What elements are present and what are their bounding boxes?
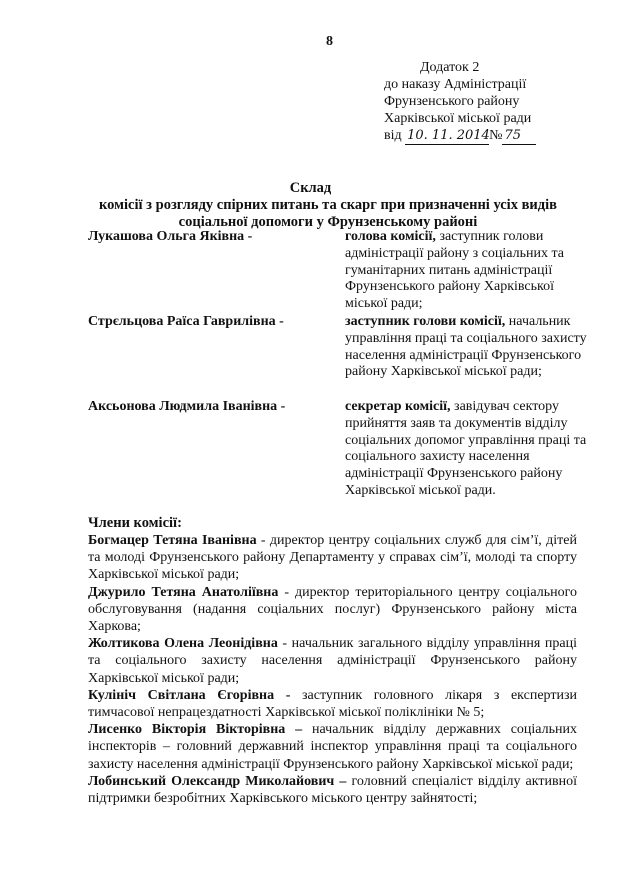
- commission-deputy-chair: [88, 314, 588, 400]
- appendix-date-line: [384, 127, 536, 145]
- person-role: [345, 399, 588, 500]
- member-name: Лисенко Вікторія Вікторівна –: [88, 722, 303, 738]
- role-description: завідувач сектору прийняття заяв та документів відділу соціальних допомог управління праці та соціального захисту населення адміністрації Фрунзенського району Харківської міської ради.: [345, 399, 587, 498]
- member-entry: [88, 584, 577, 636]
- appendix-line: до наказу Адміністрації: [384, 77, 527, 92]
- member-entry: [88, 532, 577, 584]
- members-heading: Члени комісії:: [88, 515, 182, 531]
- document-subtitle: комісії з розгляду спірних питань та скарг при призначенні усіх видів: [99, 197, 557, 213]
- role-title: голова комісії,: [345, 229, 436, 244]
- person-role: [345, 314, 588, 381]
- member-name: Жолтикова Олена Леонідівна: [88, 636, 278, 652]
- member-name: Лобинський Олександр Миколайович –: [88, 773, 347, 789]
- role-title: заступник голови комісії,: [345, 314, 506, 329]
- role-description: заступник голови адміністрації району з соціальних та гуманітарних питань адміністрації Фрунзенського району Харківської міської ради;: [345, 229, 564, 312]
- member-entry: [88, 687, 577, 721]
- date-prefix: від: [384, 128, 402, 143]
- member-name: Джурило Тетяна Анатоліївна: [88, 584, 279, 600]
- member-description: головний спеціаліст відділу активної підтримки безробітних Харківського міського центру зайнятості;: [88, 773, 577, 807]
- appendix-block: [384, 59, 536, 145]
- handwritten-number: 75: [502, 127, 536, 145]
- person-name: Аксьонова Людмила Іванівна -: [88, 399, 286, 414]
- appendix-title: Додаток 2: [420, 60, 480, 75]
- member-description: - директор територіального центру соціального обслуговування (надання соціальних послуг) Фрунзенського району міста Харкова;: [88, 584, 577, 635]
- role-title: секретар комісії,: [345, 399, 451, 414]
- document-subtitle: соціальної допомоги у Фрунзенському районі: [178, 214, 478, 230]
- commission-secretary: [88, 399, 588, 517]
- members-list: [88, 532, 577, 807]
- person-name: Стрєльцова Раїса Гаврилівна -: [88, 314, 284, 329]
- member-description: - директор центру соціальних служб для сім’ї, дітей та молоді Фрунзенського району Департаменту у справах сім’ї, молоді та спорту Харківської міської ради;: [88, 533, 577, 583]
- document-title: Склад: [289, 180, 332, 196]
- page-number: 8: [326, 34, 333, 49]
- member-name: Кулініч Світлана Єгорівна -: [88, 687, 291, 703]
- member-description: заступник головного лікаря з експертизи тимчасової непрацездатності Харківської міської поліклініки № 5;: [88, 687, 577, 721]
- person-role: [345, 229, 588, 313]
- number-prefix: №: [489, 128, 503, 143]
- handwritten-date: 10. 11. 2014: [407, 128, 490, 143]
- member-description: - начальник загального відділу управління праці та соціального захисту населення адміністрації Фрунзенського району Харківської міської ради;: [88, 636, 577, 686]
- member-description: начальник відділу державних соціальних інспекторів – головний державний інспектор управління праці та соціального захисту населення адміністрації Фрунзенського району Харківської міської ради;: [88, 722, 577, 772]
- member-entry: [88, 773, 577, 807]
- member-entry: [88, 721, 577, 773]
- commission-chair: [88, 229, 588, 315]
- member-name: Богмацер Тетяна Іванівна: [88, 533, 257, 548]
- member-entry: [88, 635, 577, 687]
- person-name: Лукашова Ольга Яківна -: [88, 229, 253, 244]
- role-description: начальник управління праці та соціального захисту населення адміністрації Фрунзенського району Харківської міської ради;: [345, 314, 587, 380]
- appendix-line: Фрунзенського району: [384, 94, 520, 109]
- appendix-line: Харківської міської ради: [384, 111, 532, 126]
